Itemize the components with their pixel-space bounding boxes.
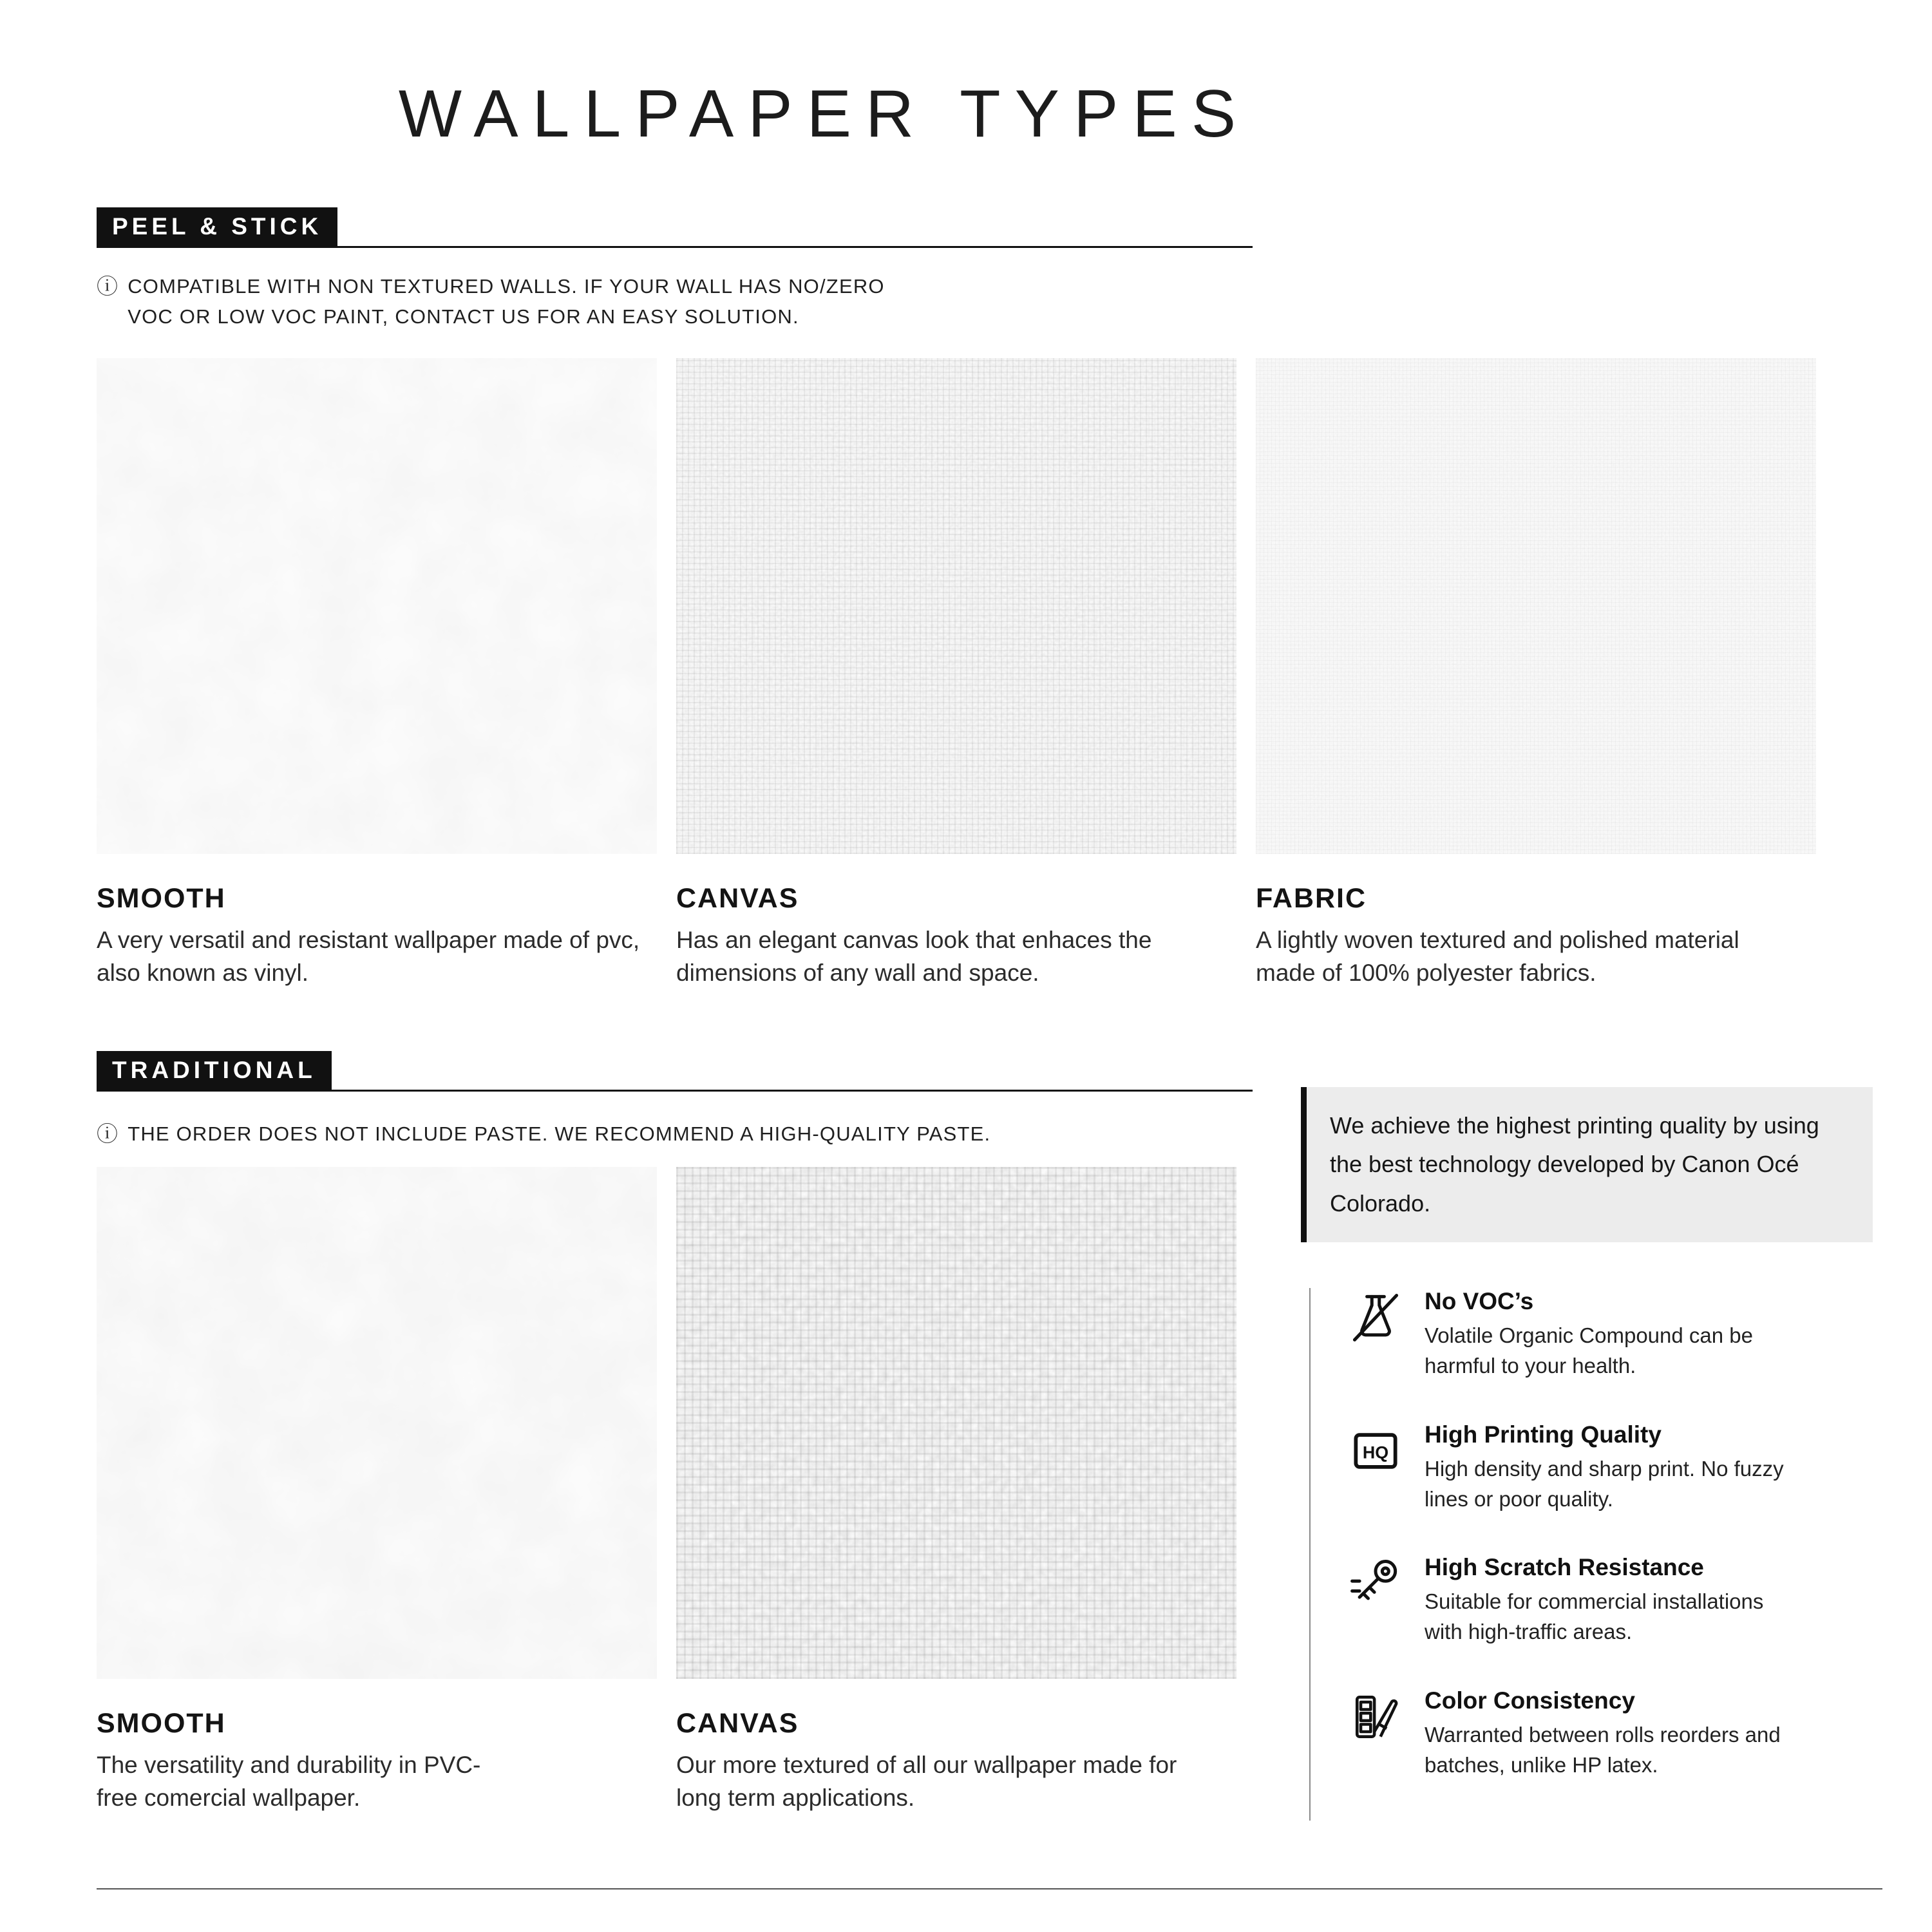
feature-high-printing-quality: [1346, 1421, 1879, 1515]
swatch-col-fabric-peel: [1256, 358, 1816, 989]
traditional-swatch-row: [97, 1167, 1236, 1814]
note-line-1: COMPATIBLE WITH NON TEXTURED WALLS. IF YOUR WALL HAS NO/ZERO: [128, 275, 885, 298]
hq-icon-label: HQ: [1362, 1443, 1389, 1463]
swatch-name: FABRIC: [1256, 883, 1367, 914]
scratch-icon: [1346, 1554, 1405, 1613]
texture-smooth-traditional: [97, 1167, 657, 1679]
feature-desc: Suitable for commercial installations with high-traffic areas.: [1425, 1589, 1764, 1644]
swatch-desc: Has an elegant canvas look that enhaces the dimensions of any wall and space.: [676, 927, 1152, 987]
swatch-desc: A very versatil and resistant wallpaper made of pvc, also known as vinyl.: [97, 927, 640, 987]
feature-title: High Scratch Resistance: [1425, 1554, 1704, 1581]
traditional-header: [97, 1051, 1253, 1092]
swatch-name: CANVAS: [676, 1708, 799, 1739]
swatch-name: SMOOTH: [97, 1708, 226, 1739]
traditional-note-text: THE ORDER DOES NOT INCLUDE PASTE. WE RECOMMEND A HIGH-QUALITY PASTE.: [128, 1122, 991, 1145]
feature-desc: High density and sharp print. No fuzzy lines or poor quality.: [1425, 1456, 1784, 1511]
swatch-col-canvas-peel: [676, 358, 1236, 989]
feature-text: [1425, 1421, 1785, 1515]
features-list: [1309, 1288, 1879, 1821]
no-voc-icon: [1346, 1288, 1405, 1347]
feature-text: [1425, 1687, 1785, 1781]
peel-stick-note-text: [128, 272, 885, 332]
feature-color-consistency: [1346, 1687, 1879, 1781]
texture-smooth-peel: [97, 358, 657, 854]
swatch-desc: Our more textured of all our wallpaper made for long term applications.: [676, 1752, 1177, 1812]
texture-canvas-traditional: [676, 1167, 1236, 1679]
texture-fabric-peel: [1256, 358, 1816, 854]
feature-text: [1425, 1288, 1785, 1381]
feature-title: No VOC’s: [1425, 1288, 1534, 1314]
traditional-note: [97, 1119, 990, 1150]
swatch-desc: A lightly woven textured and polished material made of 100% polyester fabrics.: [1256, 927, 1739, 987]
info-icon: ⓘ: [97, 274, 119, 299]
peel-stick-badge: PEEL & STICK: [97, 207, 337, 246]
feature-no-voc: [1346, 1288, 1879, 1381]
swatch-desc: The versatility and durability in PVC-free comercial wallpaper.: [97, 1752, 481, 1812]
peel-stick-swatch-row: [97, 358, 1816, 989]
peel-stick-note: [97, 272, 885, 332]
color-icon: [1346, 1687, 1405, 1747]
feature-desc: Warranted between rolls reorders and batches, unlike HP latex.: [1425, 1723, 1781, 1777]
info-icon: ⓘ: [97, 1121, 119, 1146]
swatch-name: CANVAS: [676, 883, 799, 914]
texture-canvas-peel: [676, 358, 1236, 854]
swatch-name: SMOOTH: [97, 883, 226, 914]
printing-quality-callout: We achieve the highest printing quality by using the best technology developed by Canon Océ Colorado.: [1301, 1087, 1873, 1242]
bottom-divider: [97, 1888, 1882, 1889]
feature-scratch-resistance: [1346, 1554, 1879, 1647]
feature-title: Color Consistency: [1425, 1687, 1635, 1714]
feature-text: [1425, 1554, 1785, 1647]
swatch-col-canvas-traditional: [676, 1167, 1236, 1814]
hq-icon: [1346, 1421, 1405, 1481]
note-line-2: VOC OR LOW VOC PAINT, CONTACT US FOR AN EASY SOLUTION.: [128, 305, 799, 328]
page-title: WALLPAPER TYPES: [398, 77, 1251, 151]
feature-desc: Volatile Organic Compound can be harmful to your health.: [1425, 1323, 1753, 1378]
swatch-col-smooth-traditional: [97, 1167, 657, 1814]
traditional-badge: TRADITIONAL: [97, 1051, 332, 1090]
swatch-col-smooth-peel: [97, 358, 657, 989]
feature-title: High Printing Quality: [1425, 1421, 1662, 1448]
peel-stick-header: [97, 207, 1253, 248]
